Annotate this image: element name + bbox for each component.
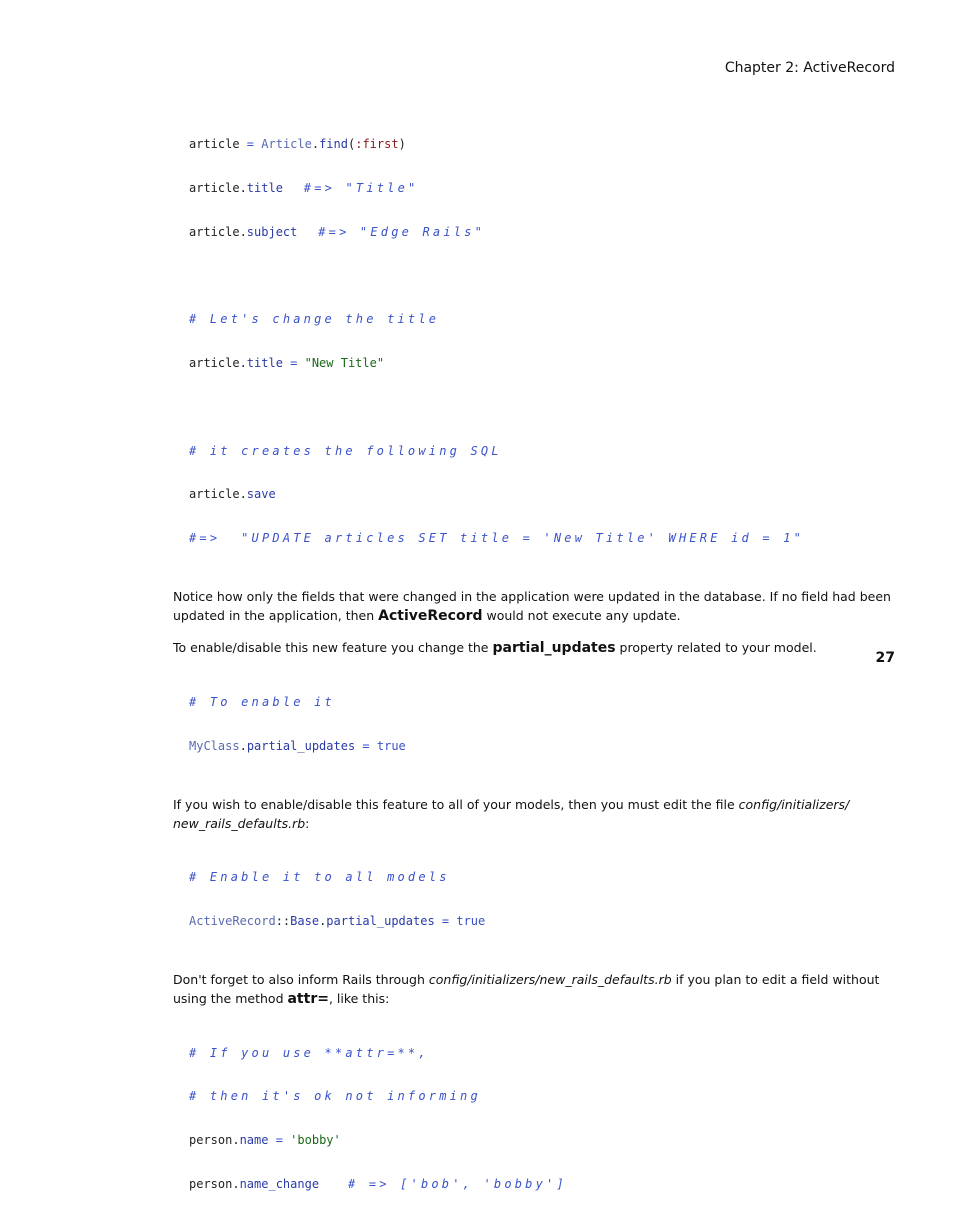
code-comment: # Enable it to all models (189, 869, 450, 884)
code-line (189, 1133, 903, 1148)
code-method: partial_updates (326, 913, 435, 928)
code-token: article. (189, 180, 247, 195)
code-line (189, 356, 903, 371)
paragraph-enable-disable (173, 638, 903, 658)
code-keyword: true (376, 738, 406, 753)
code-line (189, 531, 903, 546)
code-line (189, 739, 903, 754)
code-token: article. (189, 487, 247, 502)
paragraph-notice (173, 587, 903, 626)
paragraph-all-models (173, 795, 903, 833)
code-block-enable-all (189, 841, 903, 958)
code-class: Article (261, 137, 312, 152)
paragraph-bold: partial_updates (492, 640, 616, 656)
code-keyword: true (456, 913, 486, 928)
paragraph-text: : (305, 815, 310, 831)
code-token: . (319, 913, 327, 928)
code-token: . (311, 137, 320, 152)
code-line (189, 312, 903, 327)
paragraph-bold: ActiveRecord (378, 608, 483, 624)
code-method: title (246, 180, 283, 195)
code-class: MyClass (189, 738, 240, 753)
code-string: 'bobby' (290, 1133, 341, 1148)
code-block-attr-example (189, 1017, 903, 1221)
page-body (173, 108, 903, 1221)
code-line (189, 181, 903, 196)
paragraph-text: if you plan to edit a field without using the method (173, 971, 880, 1006)
code-token: article. (189, 356, 247, 371)
code-class: Base (290, 913, 320, 928)
code-comment: # => ['bob', 'bobby'] (347, 1177, 567, 1192)
page-number: 27 (875, 650, 895, 666)
code-comment: #=> "UPDATE articles SET title = 'New Title' WHERE id = 1" (189, 531, 805, 546)
paragraph-text: would not execute any update. (482, 608, 681, 623)
paragraph-text: Don't forget to also inform Rails through (173, 971, 429, 987)
code-method: name_change (239, 1177, 320, 1192)
paragraph-italic-filepath: config/initializers/new_rails_defaults.rb (428, 971, 672, 987)
code-operator: = (282, 356, 305, 371)
code-line (189, 137, 903, 152)
code-method: find (319, 137, 348, 152)
code-line (189, 487, 903, 502)
code-token: ( (347, 137, 356, 152)
paragraph-italic-filepath: config/initializers/ new_rails_defaults.rb (173, 796, 850, 831)
code-block-find-article (189, 108, 903, 575)
code-line (189, 914, 903, 929)
code-token (319, 1177, 348, 1191)
code-line (189, 1089, 903, 1104)
code-comment: # it creates the following SQL (189, 443, 502, 458)
code-line (189, 444, 903, 459)
code-method: subject (246, 224, 298, 239)
code-method: name (239, 1133, 269, 1148)
paragraph-text: property related to your model. (615, 640, 817, 655)
code-method: partial_updates (246, 738, 356, 753)
code-comment: # Let's change the title (189, 312, 440, 327)
code-token: person. (189, 1177, 240, 1192)
paragraph-bold: attr= (287, 990, 329, 1007)
code-token: article (189, 137, 240, 152)
code-symbol: :first (355, 137, 399, 152)
code-comment: #=> "Title" (282, 180, 419, 195)
code-line (189, 1177, 903, 1192)
code-comment: # then it's ok not informing (189, 1089, 481, 1104)
code-operator: = (355, 738, 377, 753)
paragraph-text: To enable/disable this new feature you change the (173, 640, 493, 655)
code-comment: #=> "Edge Rails" (297, 224, 486, 239)
code-line (189, 695, 903, 710)
code-string: "New Title" (304, 356, 385, 371)
code-class: ActiveRecord (189, 913, 276, 928)
code-line (189, 1046, 903, 1061)
code-operator: = (268, 1133, 291, 1148)
code-comment: # If you use **attr=**, (189, 1045, 429, 1060)
paragraph-text: , like this: (328, 990, 390, 1006)
code-line (189, 870, 903, 885)
code-token: person. (189, 1133, 240, 1148)
paragraph-text: Notice how only the fields that were changed in the application were updated in the database. If no field had been updated in the application, then (173, 589, 891, 623)
code-method: save (246, 487, 276, 502)
code-token: article. (189, 224, 247, 239)
code-token: ) (398, 137, 406, 152)
code-operator: = (434, 913, 457, 928)
paragraph-attr-note (173, 970, 903, 1009)
code-token: . (239, 738, 247, 753)
code-method: title (246, 356, 283, 371)
code-comment: # To enable it (189, 695, 335, 710)
code-token: :: (275, 913, 291, 928)
paragraph-text: If you wish to enable/disable this feature to all of your models, then you must edit the file (173, 796, 739, 812)
code-block-enable-model (189, 666, 903, 783)
code-line (189, 225, 903, 240)
code-operator: = (239, 137, 262, 152)
chapter-header: Chapter 2: ActiveRecord (724, 60, 895, 76)
